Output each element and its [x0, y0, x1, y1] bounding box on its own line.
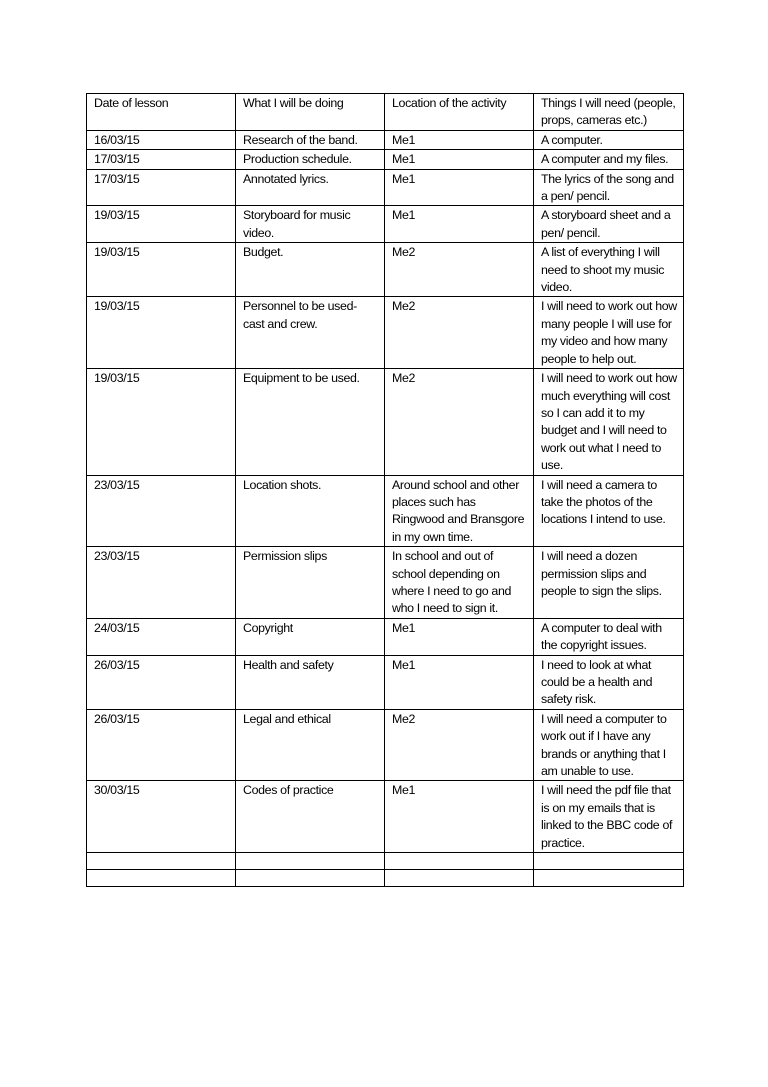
cell-activity: Health and safety — [236, 655, 385, 709]
cell-date: 17/03/15 — [87, 150, 236, 169]
cell-location: Me1 — [385, 206, 534, 243]
table-row — [87, 475, 684, 547]
lesson-schedule-table — [86, 93, 684, 887]
header-location: Location of the activity — [385, 94, 534, 131]
cell-things-needed: A storyboard sheet and a pen/ pencil. — [534, 206, 684, 243]
cell-activity: Budget. — [236, 243, 385, 297]
cell-date: 19/03/15 — [87, 243, 236, 297]
cell-activity: Permission slips — [236, 547, 385, 619]
cell-things-needed: I will need to work out how much everything will cost so I can add it to my budget and I will need to work out what I need to use. — [534, 369, 684, 475]
cell-things-needed: I will need a camera to take the photos of the locations I intend to use. — [534, 475, 684, 547]
cell-date: 16/03/15 — [87, 130, 236, 149]
table-row — [87, 130, 684, 149]
cell-activity: Storyboard for music video. — [236, 206, 385, 243]
cell-date: 26/03/15 — [87, 709, 236, 781]
cell-date: 30/03/15 — [87, 781, 236, 853]
cell-date: 26/03/15 — [87, 655, 236, 709]
cell-things-needed: I will need the pdf file that is on my emails that is linked to the BBC code of practice. — [534, 781, 684, 853]
cell-things-needed: I will need a computer to work out if I have any brands or anything that I am unable to use. — [534, 709, 684, 781]
table-row — [87, 297, 684, 369]
empty-cell — [534, 853, 684, 870]
header-date: Date of lesson — [87, 94, 236, 131]
cell-date: 24/03/15 — [87, 618, 236, 655]
table-row — [87, 243, 684, 297]
empty-row — [87, 853, 684, 870]
cell-things-needed: A computer and my files. — [534, 150, 684, 169]
table-row — [87, 618, 684, 655]
table-row — [87, 709, 684, 781]
empty-cell — [87, 870, 236, 887]
table-row — [87, 169, 684, 206]
cell-activity: Codes of practice — [236, 781, 385, 853]
empty-row — [87, 870, 684, 887]
cell-activity: Research of the band. — [236, 130, 385, 149]
cell-location: Me1 — [385, 781, 534, 853]
cell-location: Me2 — [385, 297, 534, 369]
cell-things-needed: The lyrics of the song and a pen/ pencil. — [534, 169, 684, 206]
cell-location: In school and out of school depending on where I need to go and who I need to sign it. — [385, 547, 534, 619]
table-row — [87, 655, 684, 709]
cell-location: Me2 — [385, 369, 534, 475]
cell-location: Me1 — [385, 130, 534, 149]
cell-activity: Equipment to be used. — [236, 369, 385, 475]
cell-activity: Legal and ethical — [236, 709, 385, 781]
cell-activity: Annotated lyrics. — [236, 169, 385, 206]
cell-location: Me2 — [385, 243, 534, 297]
cell-date: 17/03/15 — [87, 169, 236, 206]
table-row — [87, 150, 684, 169]
cell-date: 23/03/15 — [87, 547, 236, 619]
cell-things-needed: A computer to deal with the copyright issues. — [534, 618, 684, 655]
cell-location: Me2 — [385, 709, 534, 781]
cell-activity: Personnel to be used- cast and crew. — [236, 297, 385, 369]
empty-cell — [385, 853, 534, 870]
table-row — [87, 206, 684, 243]
header-row — [87, 94, 684, 131]
cell-date: 23/03/15 — [87, 475, 236, 547]
cell-things-needed: I will need to work out how many people I will use for my video and how many people to help out. — [534, 297, 684, 369]
cell-activity: Location shots. — [236, 475, 385, 547]
cell-location: Around school and other places such has Ringwood and Bransgore in my own time. — [385, 475, 534, 547]
empty-cell — [87, 853, 236, 870]
empty-cell — [236, 853, 385, 870]
table-row — [87, 781, 684, 853]
cell-location: Me1 — [385, 655, 534, 709]
cell-things-needed: I will need a dozen permission slips and people to sign the slips. — [534, 547, 684, 619]
empty-cell — [534, 870, 684, 887]
header-activity: What I will be doing — [236, 94, 385, 131]
empty-cell — [236, 870, 385, 887]
cell-date: 19/03/15 — [87, 369, 236, 475]
cell-activity: Copyright — [236, 618, 385, 655]
cell-things-needed: A computer. — [534, 130, 684, 149]
cell-location: Me1 — [385, 169, 534, 206]
cell-location: Me1 — [385, 150, 534, 169]
header-things-needed: Things I will need (people, props, cameras etc.) — [534, 94, 684, 131]
cell-date: 19/03/15 — [87, 297, 236, 369]
cell-activity: Production schedule. — [236, 150, 385, 169]
cell-date: 19/03/15 — [87, 206, 236, 243]
cell-location: Me1 — [385, 618, 534, 655]
empty-cell — [385, 870, 534, 887]
table-row — [87, 547, 684, 619]
table-row — [87, 369, 684, 475]
cell-things-needed: I need to look at what could be a health and safety risk. — [534, 655, 684, 709]
cell-things-needed: A list of everything I will need to shoot my music video. — [534, 243, 684, 297]
